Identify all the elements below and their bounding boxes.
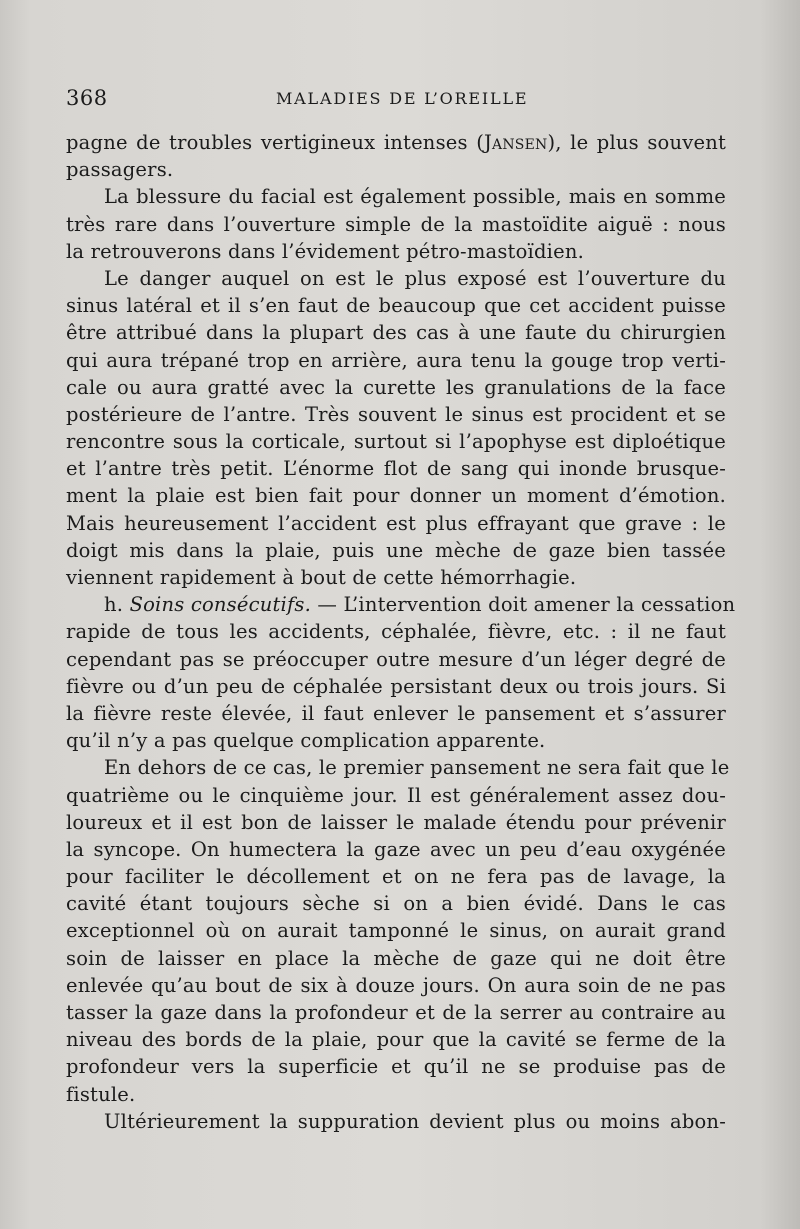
- text-line: postérieure de l’antre. Très souvent le sinus est procident et se: [66, 402, 726, 426]
- text-line: cependant pas se préoccuper outre mesure d’un léger degré de: [66, 647, 726, 671]
- text-line: Ultérieurement la suppuration devient plus ou moins abon-: [104, 1109, 726, 1133]
- text-line: ment la plaie est bien fait pour donner un moment d’émotion.: [66, 484, 726, 508]
- text-line: niveau des bords de la plaie, pour que la cavité se ferme de la: [66, 1028, 726, 1052]
- text-line: En dehors de ce cas, le premier pansement ne sera fait que le: [104, 756, 730, 780]
- text-line: fistule.: [66, 1082, 136, 1106]
- text-line: exceptionnel où on aurait tamponné le sinus, on aurait grand: [66, 919, 726, 943]
- author-name: Jansen: [484, 131, 548, 154]
- section-heading: Soins consécutifs.: [129, 593, 312, 617]
- text-line: enlevée qu’au bout de six à douze jours. On aura soin de ne pas: [66, 973, 726, 997]
- text-line: La blessure du facial est également possible, mais en somme: [104, 185, 726, 209]
- text-line: sinus latéral et il s’en faut de beaucoup que cet accident puisse: [66, 294, 726, 318]
- text-line: la syncope. On humectera la gaze avec un peu d’eau oxygénée: [66, 837, 726, 861]
- text-line: profondeur vers la superficie et qu’il ne se produise pas de: [66, 1055, 726, 1079]
- text-line: être attribué dans la plupart des cas à une faute du chirurgien: [66, 321, 726, 345]
- page-header: [66, 86, 726, 116]
- text-line: passagers.: [66, 158, 174, 182]
- page-number: 368: [66, 86, 108, 110]
- text-line: cale ou aura gratté avec la curette les granulations de la face: [66, 375, 726, 399]
- text-line: loureux et il est bon de laisser le malade étendu pour prévenir: [66, 810, 726, 834]
- text-line: pagne de troubles vertigineux intenses (Jansen), le plus souvent: [66, 131, 726, 154]
- text-line: quatrième ou le cinquième jour. Il est généralement assez dou-: [66, 783, 726, 807]
- text-line: Le danger auquel on est le plus exposé est l’ouverture du: [104, 266, 726, 290]
- text-line: la retrouverons dans l’évidement pétro-mastoïdien.: [66, 239, 584, 263]
- text-line: rapide de tous les accidents, céphalée, fièvre, etc. : il ne faut: [66, 620, 726, 644]
- running-title: MALADIES DE L’OREILLE: [276, 89, 529, 108]
- text-line: h. Soins consécutifs. — L’intervention doit amener la cessation: [104, 593, 736, 617]
- text-line: la fièvre reste élevée, il faut enlever le pansement et s’assurer: [66, 701, 726, 725]
- text-line: Mais heureusement l’accident est plus effrayant que grave : le: [66, 511, 726, 535]
- text-line: et l’antre très petit. L’énorme flot de sang qui inonde brusque-: [66, 457, 726, 481]
- text-line: qu’il n’y a pas quelque complication apparente.: [66, 729, 546, 753]
- text-line: pour faciliter le décollement et on ne fera pas de lavage, la: [66, 865, 726, 889]
- text-line: rencontre sous la corticale, surtout si l’apophyse est diploétique: [66, 430, 726, 454]
- text-line: viennent rapidement à bout de cette hémorrhagie.: [66, 566, 577, 589]
- text-line: qui aura trépané trop en arrière, aura tenu la gouge trop verti-: [66, 348, 726, 372]
- text-line: cavité étant toujours sèche si on a bien évidé. Dans le cas: [66, 892, 726, 916]
- text-line: doigt mis dans la plaie, puis une mèche de gaze bien tassée: [66, 538, 726, 562]
- text-line: tasser la gaze dans la profondeur et de la serrer au contraire au: [66, 1001, 726, 1024]
- text-line: soin de laisser en place la mèche de gaze qui ne doit être: [66, 946, 726, 970]
- body-text: [66, 129, 736, 1135]
- text-line: très rare dans l’ouverture simple de la mastoïdite aiguë : nous: [66, 212, 726, 236]
- text-line: fièvre ou d’un peu de céphalée persistant deux ou trois jours. Si: [66, 674, 726, 698]
